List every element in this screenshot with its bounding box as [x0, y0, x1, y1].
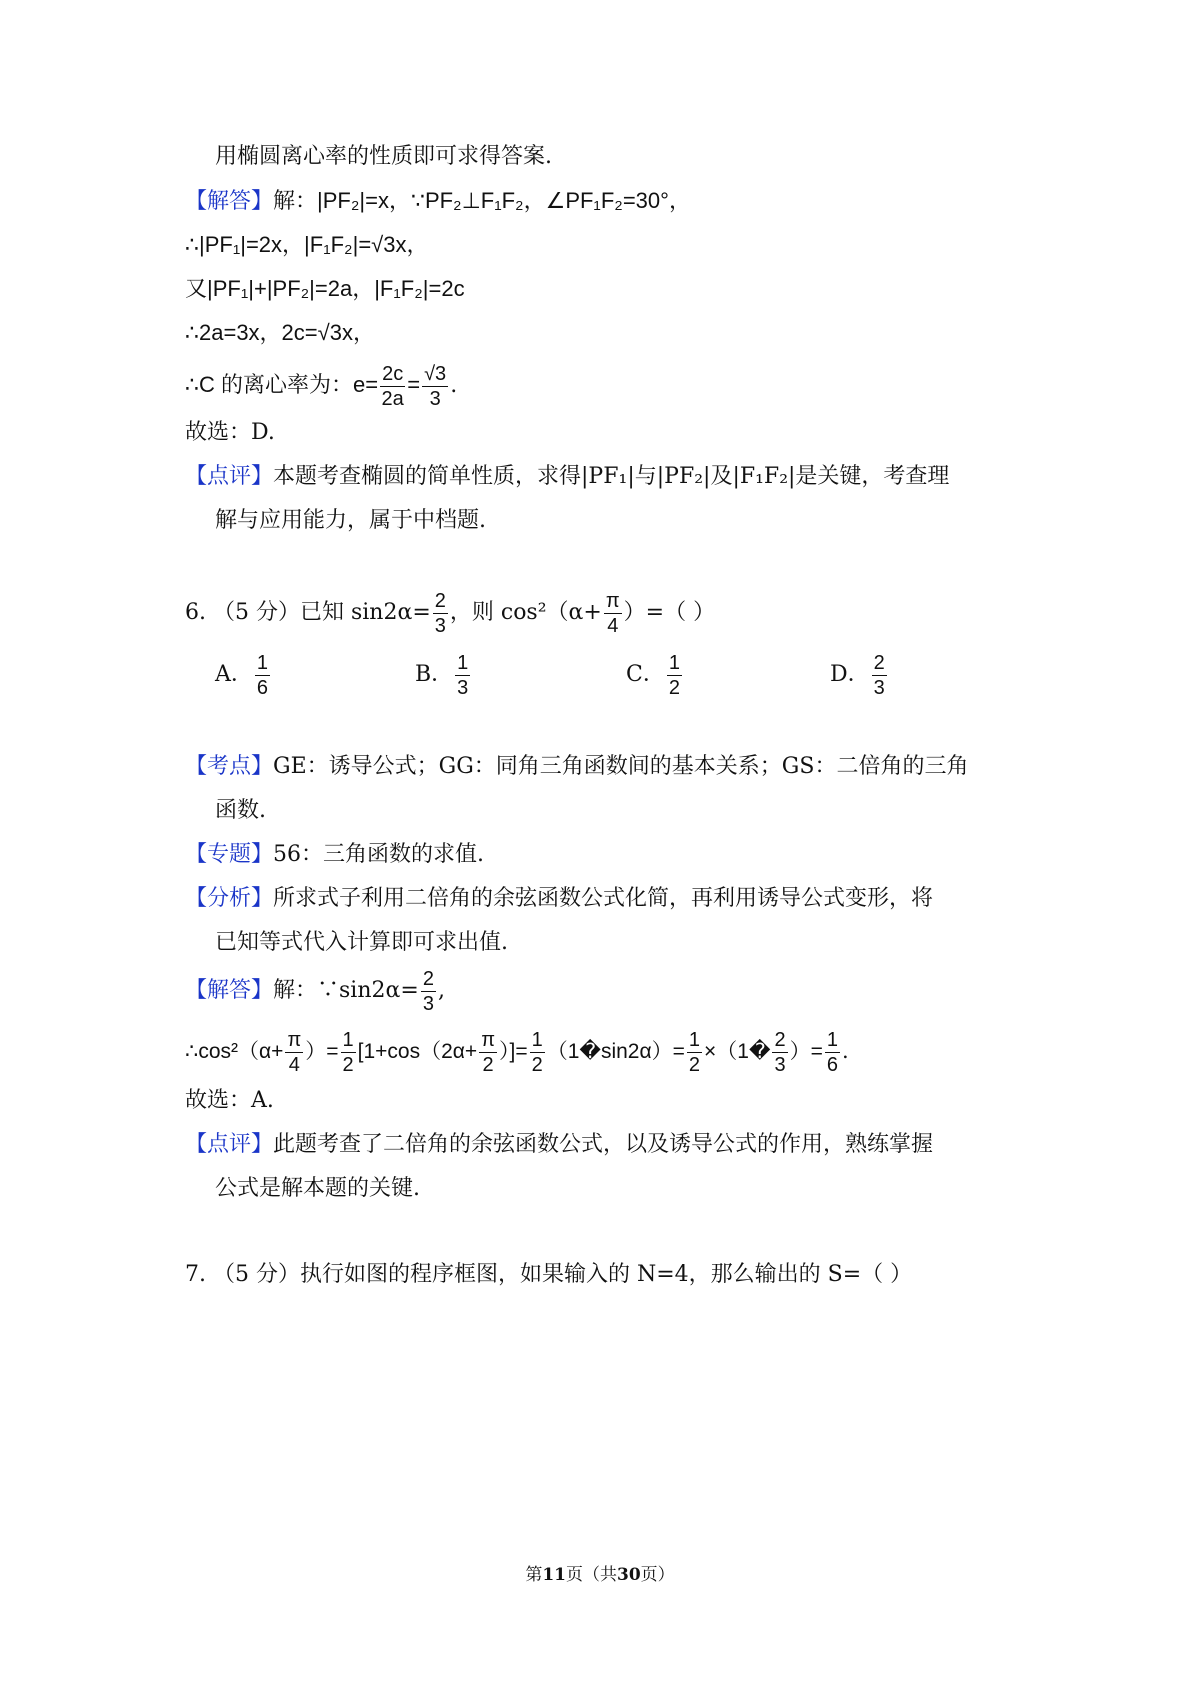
q6-comment-line-2: 公式是解本题的关键.	[215, 1176, 420, 1201]
fraction: $\frac{1}{2}$	[688, 1029, 700, 1076]
q6-option-b: B． $\frac{1}{3}$	[415, 651, 469, 699]
fraction: $\frac{\pi}{4}$	[287, 1029, 302, 1076]
fraction: $\frac{1}{3}$	[457, 651, 469, 699]
q6-fenxi-label: 【分析】	[185, 886, 274, 911]
q5-comment-line-2: 解与应用能力，属于中档题.	[215, 508, 486, 533]
fraction: $\frac{1}{2}$	[342, 1029, 354, 1076]
fraction: $\frac{1}{6}$	[826, 1029, 838, 1076]
q7-stem: 7. （5 分）执行如图的程序框图，如果输入的 N=4，那么输出的 S=（ ）	[185, 1262, 913, 1287]
fraction: $\frac{2c}{2a}$	[381, 362, 404, 410]
q6-option-c: C． $\frac{1}{2}$	[626, 651, 680, 699]
q5-solution-line-2: ∴|PF₁|=2x，|F₁F₂|=√3x，	[185, 232, 429, 257]
q6-jieda-label: 【解答】	[185, 978, 274, 1003]
q6-kaodian-line-1: 【考点】GE：诱导公式；GG：同角三角函数间的基本关系；GS：二倍角的三角	[185, 754, 969, 779]
q6-comment-line-1: 【点评】此题考查了二倍角的余弦函数公式，以及诱导公式的作用，熟练掌握	[185, 1132, 934, 1157]
page-number: 11	[542, 1565, 566, 1585]
fraction: $\frac{2}{3}$	[873, 651, 885, 699]
q6-option-a: A． $\frac{1}{6}$	[215, 651, 269, 699]
fraction: $\frac{\pi}{4}$	[605, 589, 620, 637]
q6-kaodian-label: 【考点】	[185, 754, 274, 779]
q6-zhuanti: 【专题】56：三角函数的求值.	[185, 842, 485, 867]
q6-zhuanti-label: 【专题】	[185, 842, 274, 867]
fraction: $\frac{2}{3}$	[434, 589, 446, 637]
fraction: $\frac{1}{2}$	[668, 651, 680, 699]
fraction: $\frac{1}{6}$	[256, 651, 269, 699]
page-footer: 第11页（共30页）	[525, 1565, 675, 1585]
page-total: 30	[617, 1565, 641, 1585]
fraction: $\frac{2}{3}$	[774, 1029, 786, 1076]
q5-analysis-tail: 用椭圆离心率的性质即可求得答案.	[215, 144, 552, 169]
q6-jieda-line-1: 【解答】解：∵sin2α= $\frac{2}{3}$ ,	[185, 967, 445, 1015]
q5-solution-line-4: ∴2a=3x，2c=√3x，	[185, 320, 375, 345]
q6-stem: 6. （5 分）已知 sin2α= $\frac{2}{3}$ ，则 cos²（α+ $\frac{\pi}{4}$ ）=（ ）	[185, 589, 716, 637]
q5-solution-line-1: 【解答】解：|PF₂|=x，∵PF₂⊥F₁F₂，∠PF₁F₂=30°，	[185, 188, 691, 214]
q6-option-d: D． $\frac{2}{3}$	[830, 651, 885, 699]
q5-solution-line-5: ∴C 的离心率为：e= $\frac{2c}{2a}$ = $\frac{√3}{3}$ .	[185, 362, 458, 410]
fraction: $\frac{\pi}{2}$	[481, 1029, 495, 1076]
fraction: $\frac{2}{3}$	[422, 967, 434, 1015]
q5-solution-line-3: 又|PF₁|+|PF₂|=2a，|F₁F₂|=2c	[185, 276, 465, 301]
q6-fenxi-line-2: 已知等式代入计算即可求出值.	[215, 930, 508, 955]
fraction: $\frac{√3}{3}$	[424, 362, 447, 410]
q5-choice: 故选：D.	[185, 420, 275, 445]
q5-comment-label: 【点评】	[185, 464, 274, 489]
q6-kaodian-line-2: 函数.	[215, 798, 266, 823]
fraction: $\frac{1}{2}$	[531, 1029, 543, 1076]
q5-solution-label: 【解答】	[185, 189, 274, 214]
q6-jieda-line-2: ∴cos²（α+ $\frac{\pi}{4}$ ）= $\frac{1}{2}$ [1+cos（2α+ $\frac{\pi}{2}$ ）]= $\frac{1}{2}$ （1�sin2α）= $\frac{1}{2}$ ×（1� $\frac{2}{3}$ ）= $\frac{1}{6}$ .	[185, 1029, 849, 1076]
q6-fenxi-line-1: 【分析】所求式子利用二倍角的余弦函数公式化简，再利用诱导公式变形，将	[185, 886, 934, 911]
q6-choice: 故选：A.	[185, 1088, 274, 1113]
q5-comment-line-1: 【点评】本题考查椭圆的简单性质，求得|PF₁|与|PF₂|及|F₁F₂|是关键，考查理	[185, 464, 950, 489]
q6-comment-label: 【点评】	[185, 1132, 274, 1157]
